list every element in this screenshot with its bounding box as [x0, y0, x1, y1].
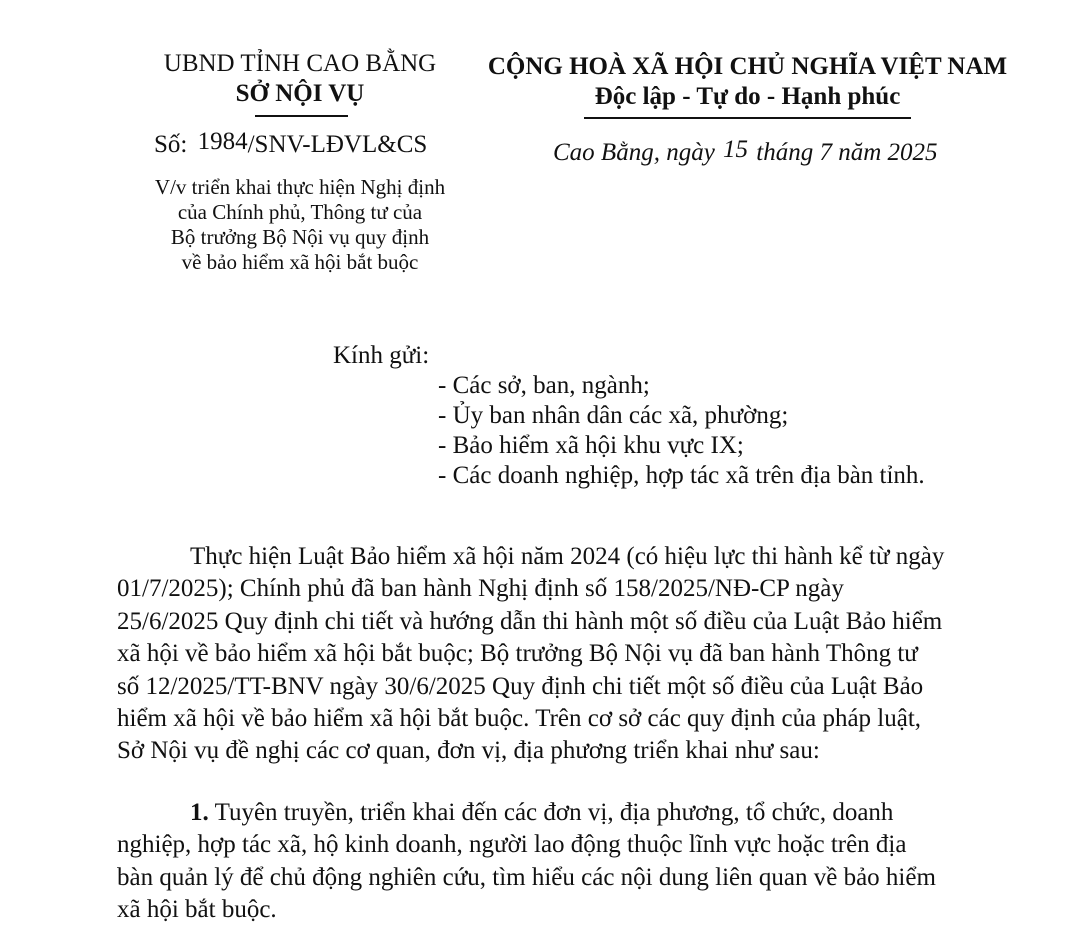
issuing-agency: UBND TỈNH CAO BẰNG	[163, 50, 437, 77]
recipient-item: - Ủy ban nhân dân các xã, phường;	[438, 402, 789, 429]
paragraph-line: 01/7/2025); Chính phủ đã ban hành Nghị định số 158/2025/NĐ-CP ngày	[117, 575, 844, 603]
paragraph-line: hiểm xã hội về bảo hiểm xã hội bắt buộc. Trên cơ sở các quy định của pháp luật,	[117, 705, 922, 733]
subject-line: của Chính phủ, Thông tư của	[177, 200, 423, 224]
paragraph-line: xã hội về bảo hiểm xã hội bắt buộc; Bộ trưởng Bộ Nội vụ đã ban hành Thông tư	[117, 640, 918, 668]
paragraph-line: số 12/2025/TT-BNV ngày 30/6/2025 Quy định chi tiết một số điều của Luật Bảo	[117, 672, 924, 700]
date-rest: tháng 7 năm 2025	[756, 139, 938, 166]
national-motto: Độc lập - Tự do - Hạnh phúc	[594, 83, 901, 110]
intro-paragraph	[117, 541, 1006, 768]
paragraph-line: Thực hiện Luật Bảo hiểm xã hội năm 2024 (có hiệu lực thi hành kể từ ngày	[190, 543, 945, 570]
recipient-item: - Bảo hiểm xã hội khu vực IX;	[438, 432, 744, 459]
paragraph-line: Tuyên truyền, triển khai đến các đơn vị, địa phương, tổ chức, doanh	[214, 799, 894, 826]
doc-number-value: 1984	[197, 128, 248, 155]
recipients-label: Kính gửi:	[333, 342, 430, 369]
department-underline	[255, 115, 348, 117]
recipient-item: - Các sở, ban, ngành;	[438, 372, 650, 399]
paragraph-line: bàn quản lý để chủ động nghiên cứu, tìm hiểu các nội dung liên quan về bảo hiểm	[117, 863, 936, 891]
doc-number-suffix: /SNV-LĐVL&CS	[247, 131, 428, 158]
item-number: 1.	[190, 799, 209, 826]
paragraph-line: Sở Nội vụ đề nghị các cơ quan, đơn vị, địa phương triển khai như sau:	[117, 737, 820, 765]
subject-line: V/v triển khai thực hiện Nghị định	[154, 175, 446, 199]
recipients-list	[438, 371, 925, 491]
issuing-department: SỞ NỘI VỤ	[235, 80, 365, 107]
date-place: Cao Bằng, ngày	[553, 139, 715, 166]
paragraph-line: nghiệp, hợp tác xã, hộ kinh doanh, người lao động thuộc lĩnh vực hoặc trên địa	[117, 831, 907, 859]
subject-line: về bảo hiểm xã hội bắt buộc	[181, 250, 419, 274]
date-day: 15	[723, 136, 749, 163]
item-1-first-line	[117, 797, 1006, 829]
recipient-item: - Các doanh nghiệp, hợp tác xã trên địa bàn tỉnh.	[438, 462, 925, 489]
national-title: CỘNG HOÀ XÃ HỘI CHỦ NGHĨA VIỆT NAM	[487, 53, 1008, 80]
document-subject	[130, 175, 470, 275]
subject-line: Bộ trưởng Bộ Nội vụ quy định	[170, 225, 430, 249]
date-line	[553, 136, 938, 167]
paragraph-line: 25/6/2025 Quy định chi tiết và hướng dẫn thi hành một số điều của Luật Bảo hiểm	[117, 607, 943, 635]
item-1-paragraph	[117, 797, 1006, 927]
doc-number-prefix: Số:	[154, 131, 188, 158]
paragraph-line: xã hội bắt buộc.	[117, 896, 277, 924]
motto-underline	[584, 117, 911, 119]
document-number	[154, 128, 428, 159]
